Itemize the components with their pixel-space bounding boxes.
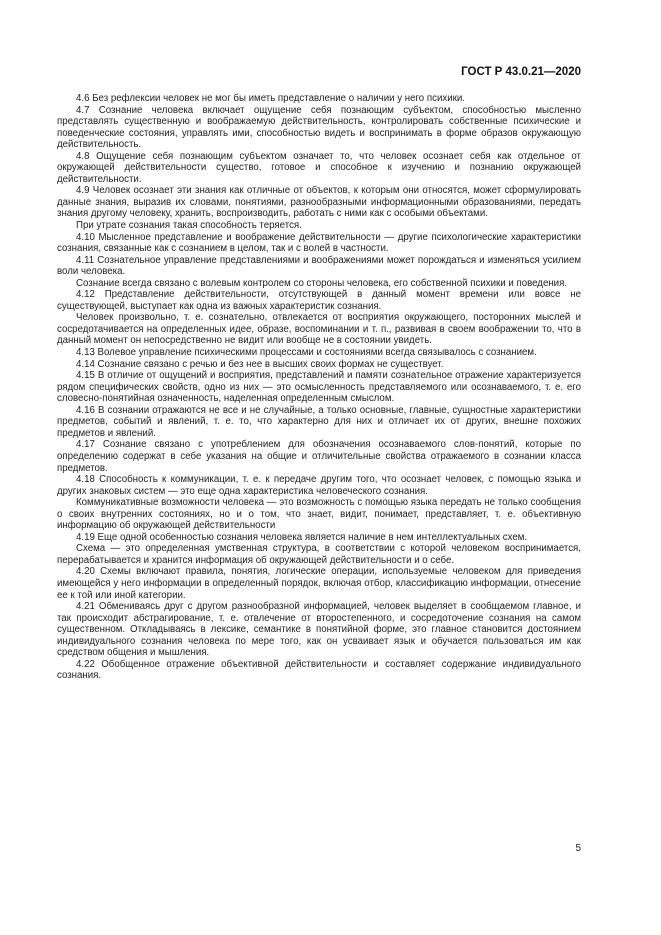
paragraph: Человек произвольно, т. е. сознательно, отвлекается от восприятия окружающего, посторонних мыслей и сосредотачивается на определенных идее, образе, воспоминании и т. п., развивая в своем воображении то, что в данный момент он непосредственно не видит или вообще не в состоянии увидеть. [57,312,581,347]
paragraph: 4.18 Способность к коммуникации, т. е. к передаче другим того, что осознает человек, с помощью языка и других знаковых систем — это еще одна характеристика человеческого сознания. [57,474,581,497]
paragraph: 4.20 Схемы включают правила, понятия, логические операции, используемые человеком для приведения имеющейся у него информации в определенный порядок, включая отбор, классификацию информации, отнесение ее к той или иной категории. [57,566,581,601]
paragraph: 4.17 Сознание связано с употреблением для обозначения осознаваемого слов-понятий, которые по определению содержат в себе указания на общие и отличительные свойства отражаемого в сознании класса предметов. [57,439,581,474]
paragraph: Сознание всегда связано с волевым контролем со стороны человека, его собственной психики и поведения. [76,277,568,289]
paragraph: При утрате сознания такая способность теряется. [76,220,302,232]
paragraph: Схема — это определенная умственная структура, в соответствии с которой человеком воспринимается, перерабатывается и хранится информация об окружающей действительности и о себе. [57,543,581,566]
paragraph: 4.22 Обобщенное отражение объективной действительности и составляет содержание индивидуального сознания. [57,658,581,682]
paragraph: 4.19 Еще одной особенностью сознания человека является наличие в нем интеллектуальных схем. [76,531,528,543]
paragraph: 4.14 Сознание связано с речью и без нее в высших своих формах не существует. [76,358,444,370]
paragraph: 4.21 Обмениваясь друг с другом разнообразной информацией, человек выделяет в сообщаемом главное, и так происходит абстрагирование, т. е. отвлечение от второстепенного, и сосредоточение сознания на самом существенном. Откладываясь в лексике, семантике в понятийной форме, это главное становится достоянием индивидуального сознания человека по мере того, как он усваивает язык и обучается пользоваться им как средством общения и мышления. [57,601,581,659]
paragraph: 4.15 В отличие от ощущений и восприятия, представлений и памяти сознательное отражение характеризуется рядом специфических свойств, одно из них — это осмысленность представляемого или осознаваемого, т. е. его словесно-понятийная означенность, наделенная определенным смыслом. [57,370,581,405]
paragraph: Коммуникативные возможности человека — это возможность с помощью языка передать не только сообщения о своих внутренних состояниях, но и о том, что знает, видит, понимает, представляет, т. е. объективную информацию об окружающей действительности [57,497,581,532]
paragraph: 4.9 Человек осознает эти знания как отличные от объектов, к которым они относятся, может сформулировать данные знания, выразив их словами, понятиями, разнообразными информационными образованиями, передать знания другому человеку, хранить, воспроизводить, работать с ними как с особыми объектами. [57,185,581,220]
paragraph: 4.7 Сознание человека включает ощущение себя познающим субъектом, способностью мысленно представлять существенную и воображаемую действительность, контролировать собственные психические и поведенческие состояния, управлять ими, способностью видеть и воспринимать в форме образов окружающую действительность. [57,104,581,151]
page-number: 5 [575,843,581,854]
paragraph: 4.8 Ощущение себя познающим субъектом означает то, что человек осознает себя как отдельное от окружающей действительности существо, готовое и способное к изучению и познанию окружающей действительности. [57,150,581,185]
paragraph: 4.6 Без рефлексии человек не мог бы иметь представление о наличии у него психики. [76,93,465,104]
paragraph: 4.12 Представление действительности, отсутствующей в данный момент времени или вовсе не существующей, выступает как одна из важных характеристик сознания. [57,289,581,312]
paragraph: 4.10 Мысленное представление и воображение действительности — другие психологические характеристики сознания, связанные как с сознанием в целом, так и с волей в частности. [57,231,581,255]
document-body [57,93,581,682]
document-id: ГОСТ Р 43.0.21—2020 [461,66,581,78]
paragraph: 4.11 Сознательное управление представлениями и воображениями может порождаться и изменяться усилием воли человека. [57,254,581,278]
paragraph: 4.13 Волевое управление психическими процессами и состояниями всегда связывалось с сознанием. [76,347,537,359]
paragraph: 4.16 В сознании отражаются не все и не случайные, а только основные, главные, сущностные характеристики предметов, событий и явлений, т. е. то, что характерно для них и отличает их от других, внешне похожих предметов и явлений. [57,404,581,439]
